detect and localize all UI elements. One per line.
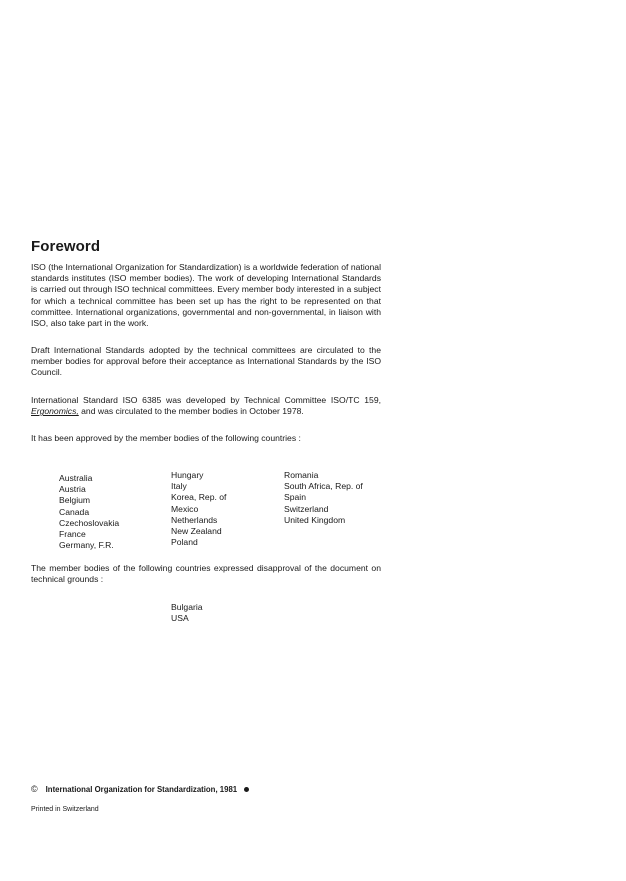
country-item: Australia [59,473,93,483]
country-item: USA [171,613,189,624]
approved-countries-column-1 [59,473,119,551]
disapproved-countries-list [171,602,203,624]
country-item: United Kingdom [284,514,346,525]
foreword-paragraph-1: ISO (the International Organization for Standardization) is a worldwide federation of national standards institutes (ISO member bodies). The work of developing International Standards is carried out through ISO technical committees. Every member body interested in a subject for which a technical committee has been set up has the right to be represented on that committee. International organizations, governmental and non-governmental, in liaison with ISO, also take part in the work. [31,262,381,329]
country-item: New Zealand [171,526,222,537]
bullet-dot-icon [244,787,249,792]
country-item: Mexico [171,503,199,514]
country-item: Switzerland [284,503,329,514]
country-item: Italy [171,481,187,492]
committee-name: Ergonomics, [31,406,79,417]
country-item: Poland [171,537,198,548]
copyright-line [31,784,249,794]
country-item: France [59,529,86,540]
country-item: Romania [284,470,319,480]
paragraph-3-prefix: International Standard ISO 6385 was developed by Technical Committee ISO/TC 159, [31,395,381,405]
foreword-paragraph-4: It has been approved by the member bodies of the following countries : [31,433,301,443]
country-item: Netherlands [171,514,218,525]
country-item: Belgium [59,495,91,506]
country-item: Korea, Rep. of [171,492,227,503]
country-item: Hungary [171,470,204,480]
copyright-text: International Organization for Standardization, 1981 [45,785,238,794]
country-item: Spain [284,492,306,503]
foreword-paragraph-2: Draft International Standards adopted by the technical committees are circulated to the member bodies for approval before their acceptance as International Standards by the ISO Council. [31,345,381,378]
paragraph-3-suffix: and was circulated to the member bodies in October 1978. [78,406,304,417]
copyright-symbol: © [31,784,38,794]
printed-in-note: Printed in Switzerland [31,806,99,813]
country-item: South Africa, Rep. of [284,481,363,492]
approved-countries-column-2 [171,470,226,548]
country-item: Canada [59,506,90,517]
country-item: Germany, F.R. [59,540,114,551]
foreword-paragraph-3 [31,395,381,417]
country-item: Czechoslovakia [59,517,120,528]
country-item: Austria [59,484,86,495]
approved-countries-column-3 [284,470,363,526]
foreword-paragraph-5: The member bodies of the following countries expressed disapproval of the document on technical grounds : [31,563,381,585]
foreword-title: Foreword [31,238,101,255]
country-item: Bulgaria [171,602,203,612]
